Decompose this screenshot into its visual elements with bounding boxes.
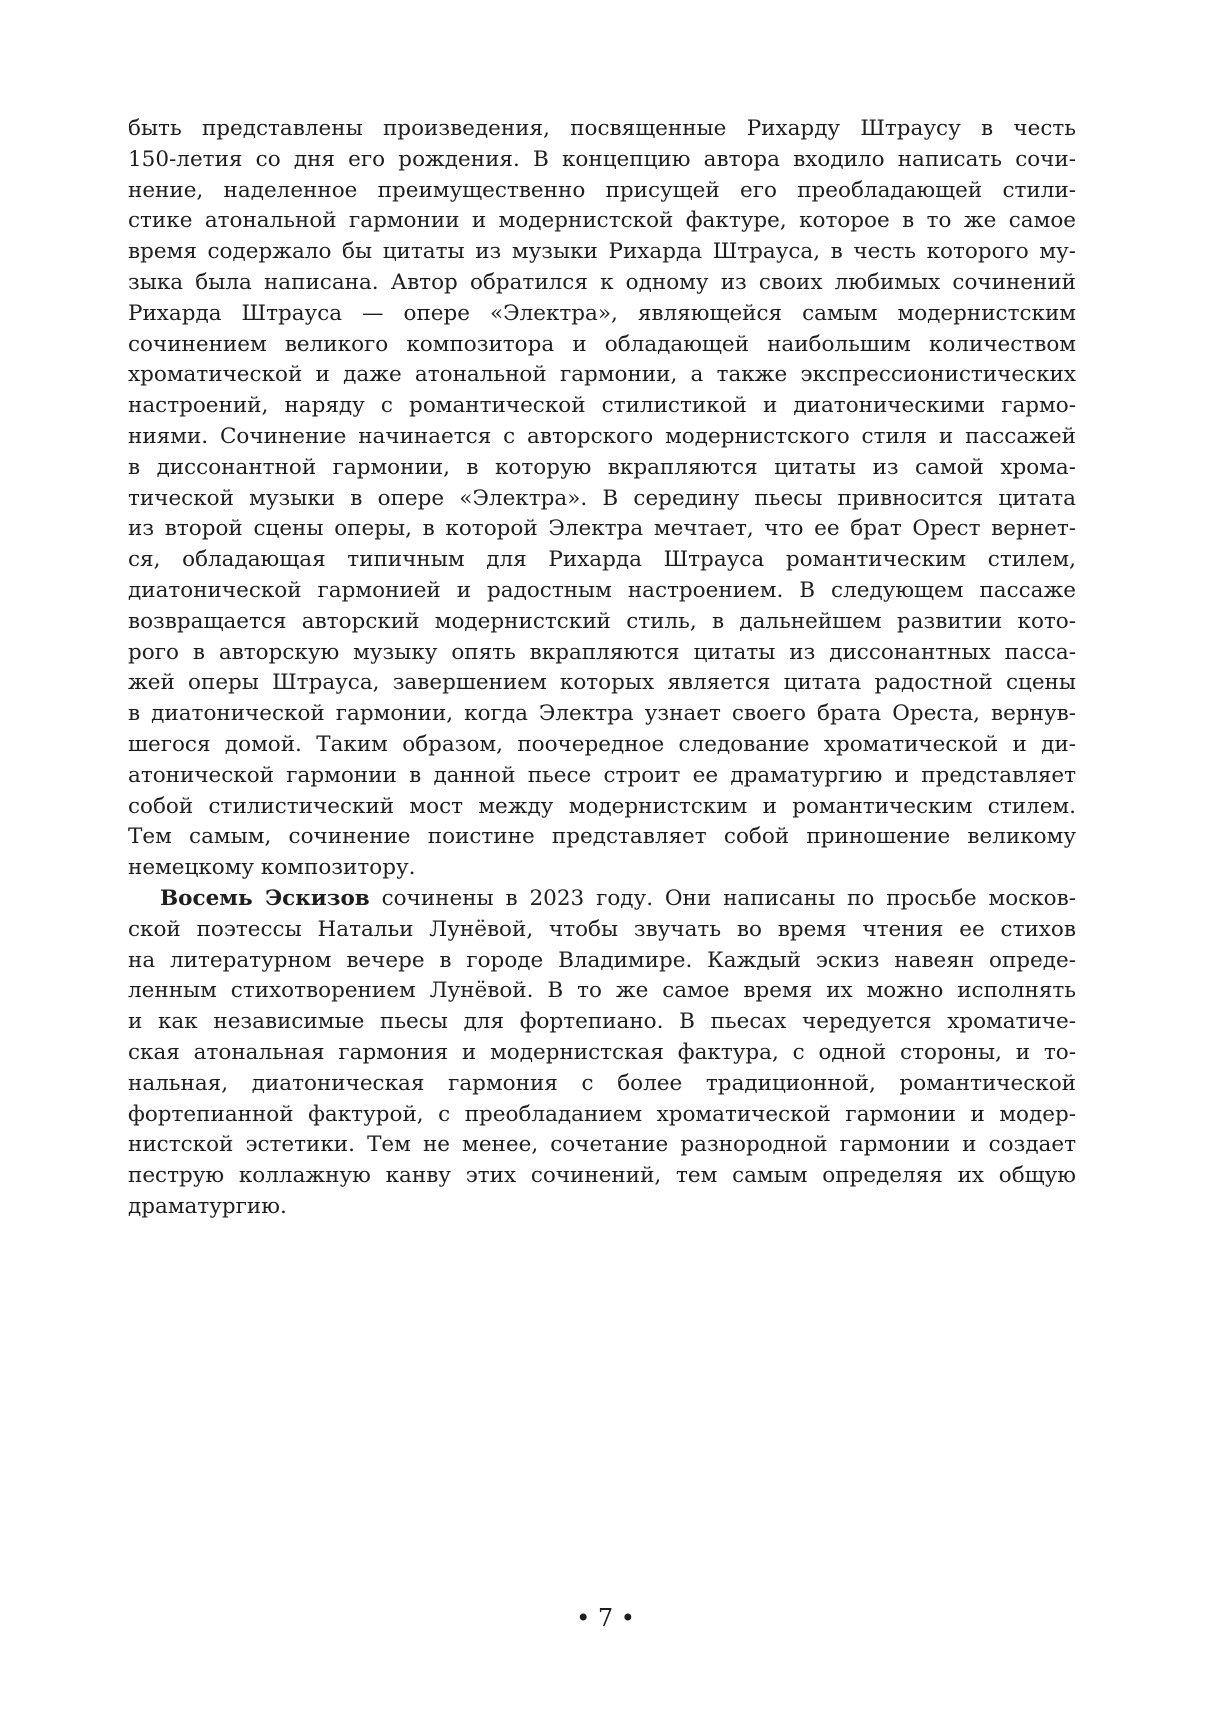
text-line: тической музыки в опере «Электра». В середину пьесы привносится цитата bbox=[128, 485, 1076, 511]
text-line: 150-летия со дня его рождения. В концепцию автора входило написать сочи- bbox=[128, 146, 1076, 172]
text-line: сочинением великого композитора и обладающей наибольшим количеством bbox=[128, 331, 1076, 357]
text-line: Тем самым, сочинение поистине представляет собой приношение великому bbox=[128, 824, 1076, 850]
text-line: ся, обладающая типичным для Рихарда Штрауса романтическим стилем, bbox=[128, 547, 1076, 573]
text-line: из второй сцены оперы, в которой Электра мечтает, что ее брат Орест вернет- bbox=[128, 516, 1076, 542]
text-line: ская атональная гармония и модернистская фактура, с одной стороны, и то- bbox=[128, 1039, 1076, 1065]
text-line: атонической гармонии в данной пьесе строит ее драматургию и представляет bbox=[128, 762, 1076, 788]
text-line: драматургию. bbox=[128, 1193, 287, 1219]
text-line: быть представлены произведения, посвященные Рихарду Штраусу в честь bbox=[128, 116, 1076, 141]
text-line bbox=[128, 884, 1076, 915]
text-line: возвращается авторский модернистский стиль, в дальнейшем развитии кото- bbox=[128, 608, 1076, 634]
work-title: Восемь Эскизов bbox=[160, 885, 370, 911]
text-line: Рихарда Штрауса — опере «Электра», являющейся самым модернистским bbox=[128, 300, 1076, 326]
page-number: • 7 • bbox=[576, 1604, 635, 1632]
text-line: ниями. Сочинение начинается с авторского модернистского стиля и пассажей bbox=[128, 423, 1076, 449]
text-line: фортепианной фактурой, с преобладанием хроматической гармонии и модер- bbox=[128, 1101, 1076, 1127]
page-text bbox=[128, 114, 1076, 1223]
paragraph-eight-sketches bbox=[128, 884, 1076, 1223]
text-line: время содержало бы цитаты из музыки Рихарда Штрауса, в честь которого му- bbox=[128, 239, 1076, 265]
text-line: нистской эстетики. Тем не менее, сочетание разнородной гармонии и создает bbox=[128, 1132, 1076, 1158]
text-line: нение, наделенное преимущественно присущей его преобладающей стили- bbox=[128, 177, 1076, 203]
paragraph-strauss-electra bbox=[128, 114, 1076, 884]
text-line: хроматической и даже атональной гармонии, а также экспрессионистических bbox=[128, 362, 1076, 388]
text-line: ленным стихотворением Лунёвой. В то же самое время их можно исполнять bbox=[128, 978, 1076, 1004]
text-line: жей оперы Штрауса, завершением которых является цитата радостной сцены bbox=[128, 670, 1076, 696]
text-line: на литературном вечере в городе Владимире. Каждый эскиз навеян опреде- bbox=[128, 947, 1076, 973]
text-line: шегося домой. Таким образом, поочередное следование хроматической и ди- bbox=[128, 731, 1076, 757]
text-line: диатонической гармонией и радостным настроением. В следующем пассаже bbox=[128, 577, 1076, 603]
text-line: зыка была написана. Автор обратился к одному из своих любимых сочинений bbox=[128, 269, 1076, 295]
text-line: ской поэтессы Натальи Лунёвой, чтобы звучать во время чтения ее стихов bbox=[128, 916, 1076, 942]
text-line: немецкому композитору. bbox=[128, 855, 416, 881]
text-line-rest: сочинены в 2023 году. Они написаны по просьбе москов- bbox=[369, 885, 1076, 911]
text-line: стике атональной гармонии и модернистской фактуре, которое в то же самое bbox=[128, 208, 1076, 234]
text-line: настроений, наряду с романтической стилистикой и диатоническими гармо- bbox=[128, 393, 1076, 419]
text-line: и как независимые пьесы для фортепиано. В пьесах чередуется хроматиче- bbox=[128, 1009, 1076, 1035]
text-line: в диатонической гармонии, когда Электра узнает своего брата Ореста, вернув- bbox=[128, 701, 1076, 727]
text-line: рого в авторскую музыку опять вкрапляются цитаты из диссонантных пасса- bbox=[128, 639, 1076, 665]
text-line: в диссонантной гармонии, в которую вкрапляются цитаты из самой хрома- bbox=[128, 454, 1076, 480]
text-line: собой стилистический мост между модернистским и романтическим стилем. bbox=[128, 793, 1076, 819]
text-line: нальная, диатоническая гармония с более традиционной, романтической bbox=[128, 1070, 1076, 1096]
text-line: пеструю коллажную канву этих сочинений, тем самым определяя их общую bbox=[128, 1163, 1076, 1189]
